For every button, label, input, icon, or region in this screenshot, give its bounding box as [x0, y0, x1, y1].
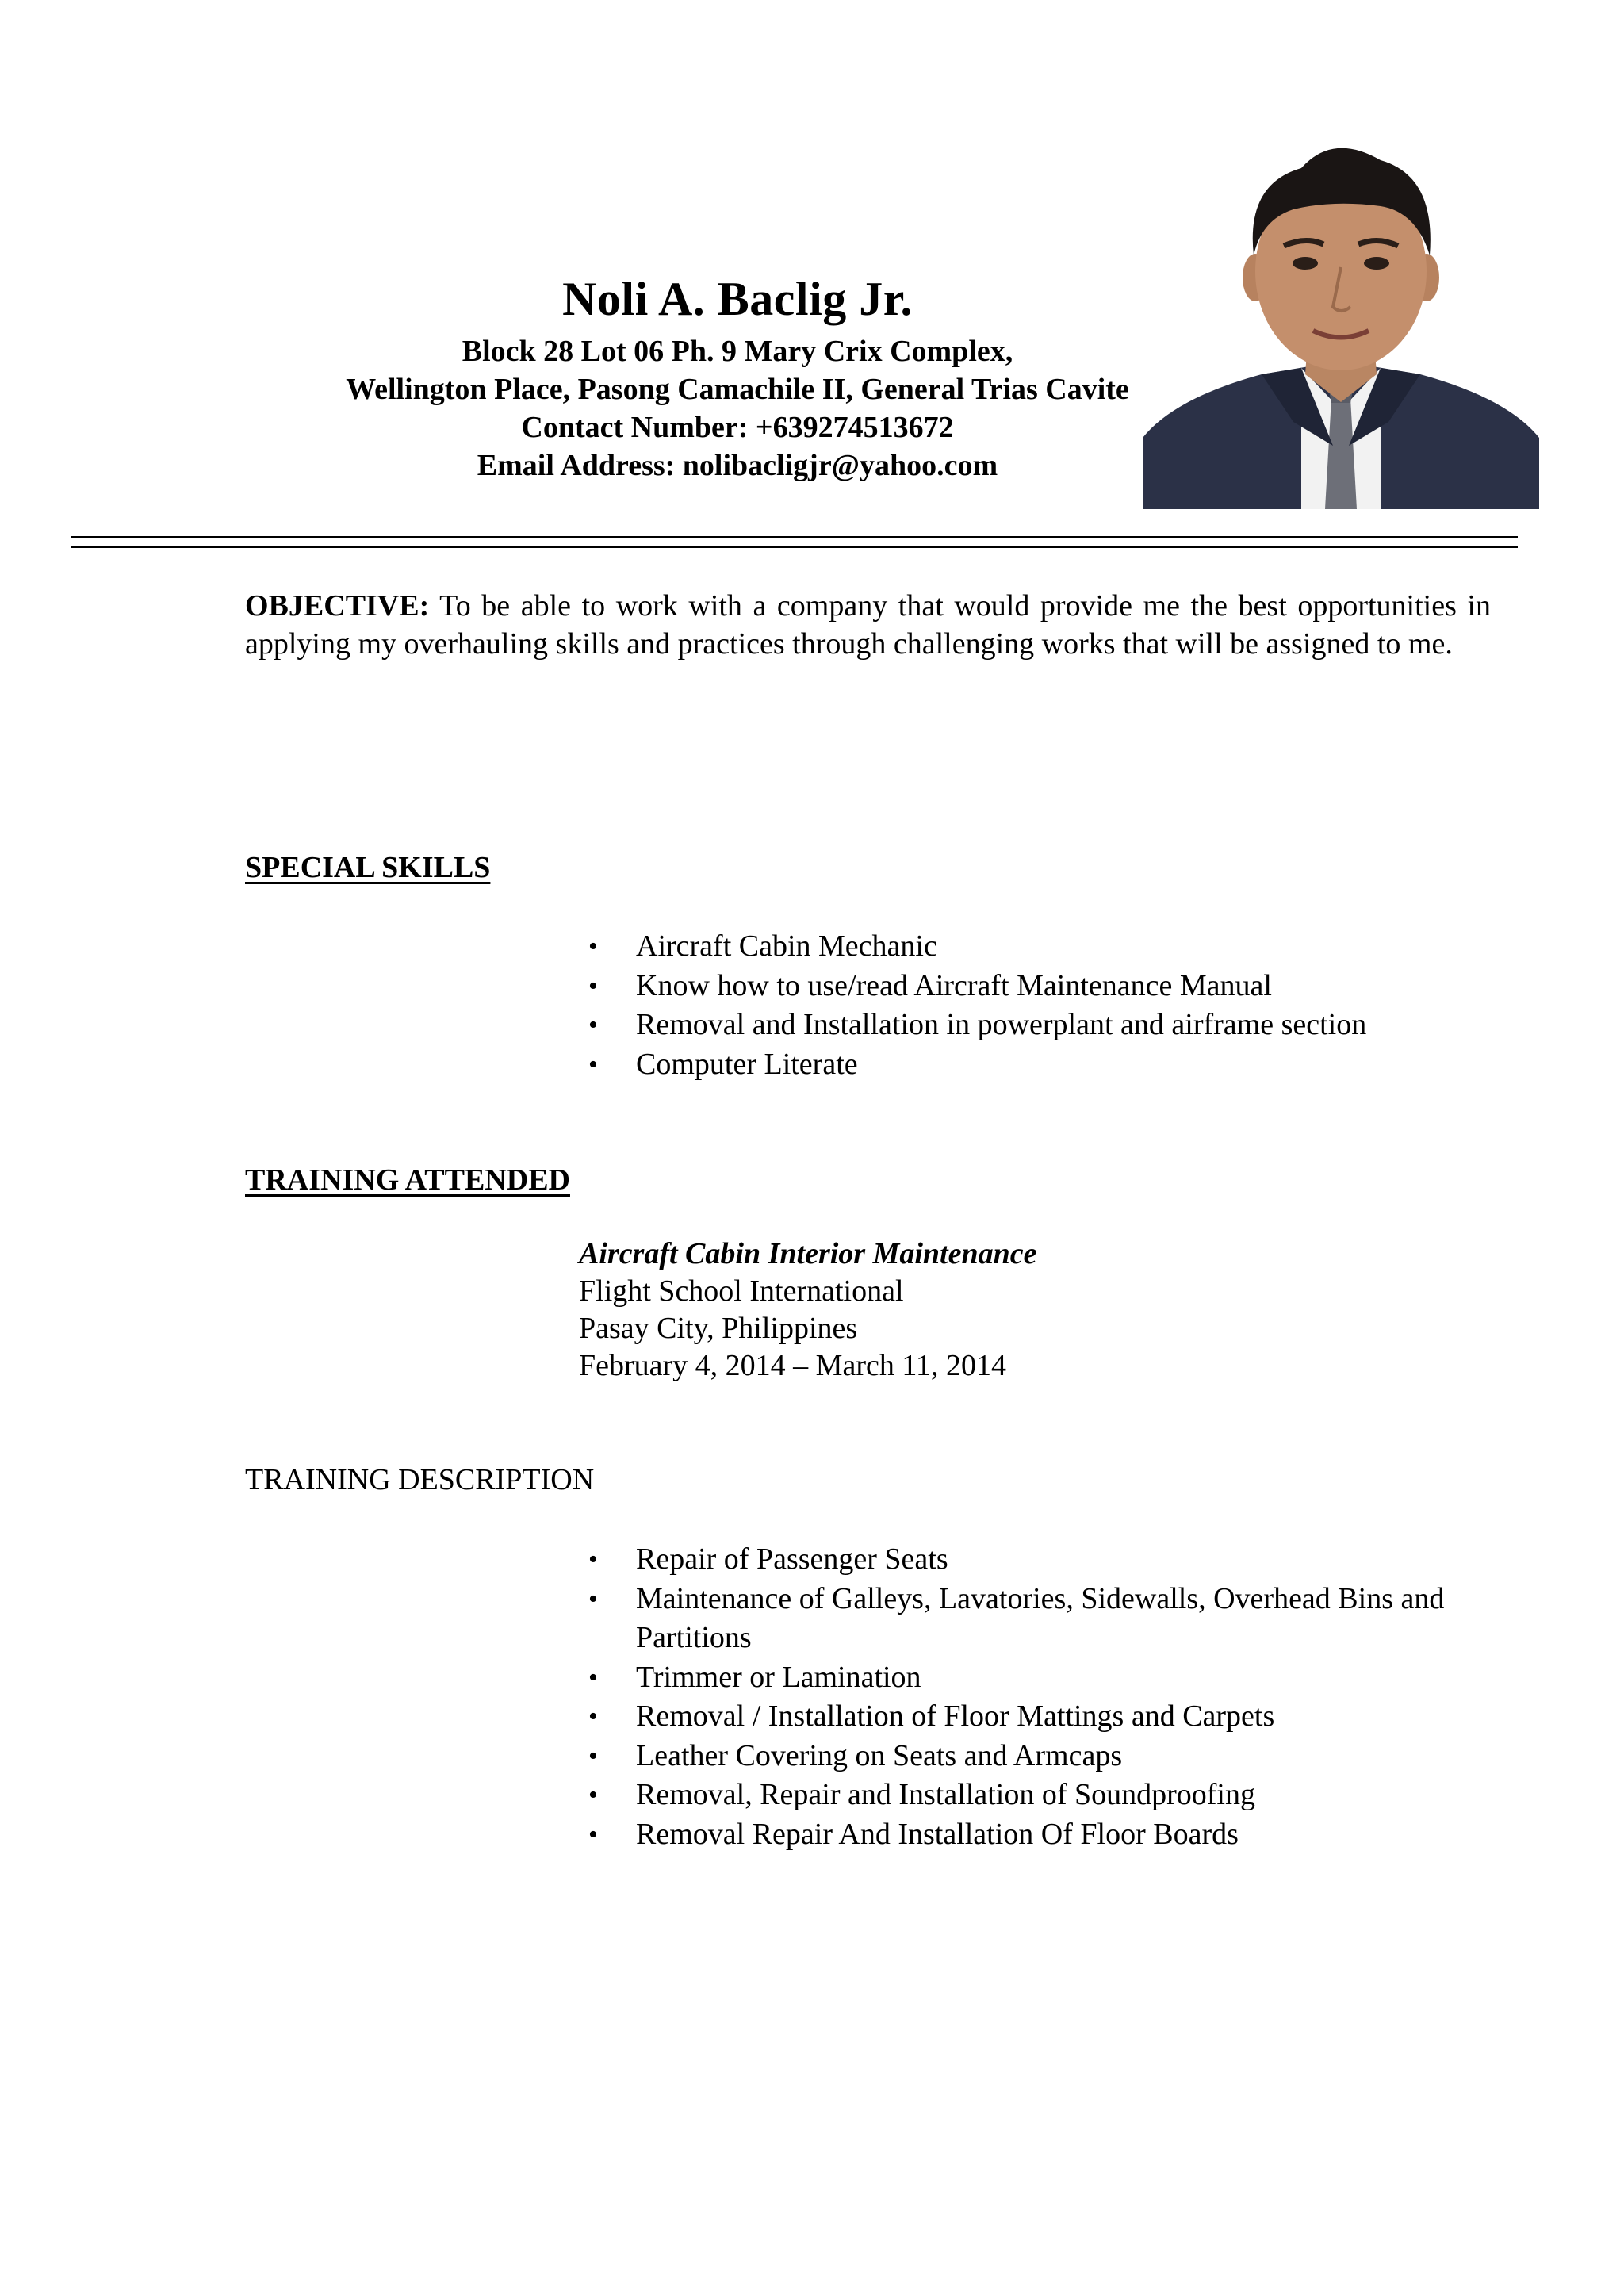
bullet-icon: • — [588, 1545, 598, 1574]
contact-number: Contact Number: +639274513672 — [521, 411, 954, 444]
training-description-heading: TRAINING DESCRIPTION — [245, 1463, 595, 1496]
bullet-icon: • — [588, 1741, 598, 1771]
list-item: • Trimmer or Lamination — [579, 1658, 1459, 1698]
list-item: • Removal, Repair and Installation of Soundproofing — [579, 1776, 1459, 1815]
training-course: Aircraft Cabin Interior Maintenance — [579, 1237, 1037, 1270]
list-item: • Repair of Passenger Seats — [579, 1540, 1459, 1580]
training-school: Flight School International — [579, 1274, 904, 1308]
header-divider-top — [71, 536, 1518, 538]
profile-photo — [1143, 136, 1539, 509]
list-item: • Removal and Installation in powerplant and airframe section — [579, 1006, 1366, 1045]
email-address: Email Address: nolibacligjr@yahoo.com — [477, 449, 998, 482]
address-line-1: Block 28 Lot 06 Ph. 9 Mary Crix Complex, — [462, 335, 1013, 368]
training-attended-heading: TRAINING ATTENDED — [245, 1163, 570, 1197]
list-item: • Aircraft Cabin Mechanic — [579, 927, 1366, 967]
objective-paragraph — [245, 587, 1491, 663]
list-item: • Leather Covering on Seats and Armcaps — [579, 1737, 1459, 1776]
training-description-list — [579, 1540, 1459, 1854]
list-item: • Computer Literate — [579, 1045, 1366, 1085]
training-dates: February 4, 2014 – March 11, 2014 — [579, 1349, 1006, 1382]
header-divider-bottom — [71, 546, 1518, 548]
resume-header — [222, 266, 1253, 485]
list-item: • Removal / Installation of Floor Mattings and Carpets — [579, 1697, 1459, 1737]
training-location: Pasay City, Philippines — [579, 1312, 858, 1345]
address-line-2: Wellington Place, Pasong Camachile II, General Trias Cavite — [346, 373, 1129, 406]
bullet-icon: • — [588, 1049, 598, 1079]
objective-label: OBJECTIVE: — [245, 589, 430, 623]
bullet-icon: • — [588, 1584, 598, 1614]
bullet-icon: • — [588, 1819, 598, 1849]
bullet-icon: • — [588, 1702, 598, 1731]
special-skills-list — [579, 927, 1366, 1084]
list-item: • Removal Repair And Installation Of Floor Boards — [579, 1815, 1459, 1855]
bullet-icon: • — [588, 971, 598, 1001]
training-entry — [579, 1236, 1036, 1385]
list-item: • Maintenance of Galleys, Lavatories, Sidewalls, Overhead Bins and Partitions — [579, 1580, 1459, 1658]
list-item: • Know how to use/read Aircraft Maintenance Manual — [579, 967, 1366, 1006]
bullet-icon: • — [588, 932, 598, 961]
bullet-icon: • — [588, 1010, 598, 1040]
special-skills-heading: SPECIAL SKILLS — [245, 851, 491, 884]
bullet-icon: • — [588, 1780, 598, 1810]
objective-text: To be able to work with a company that would provide me the best opportunities in applying my overhauling skills and practices through challenging works that will be assigned to me. — [245, 589, 1491, 661]
bullet-icon: • — [588, 1662, 598, 1692]
applicant-name: Noli A. Baclig Jr. — [562, 273, 913, 325]
